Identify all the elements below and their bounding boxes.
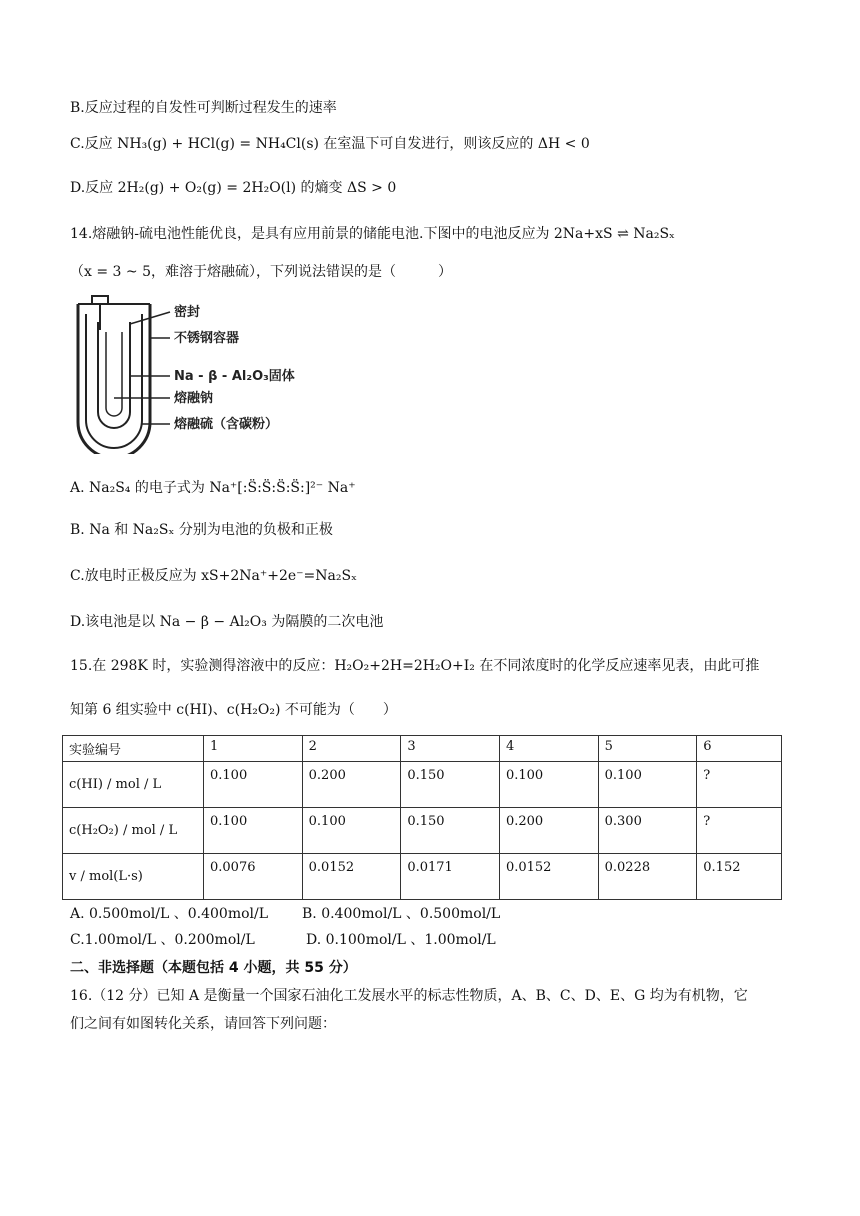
- table-cell: 0.152: [697, 854, 782, 900]
- table-header-row: [63, 736, 782, 762]
- q16-stem-line2: 们之间有如图转化关系，请回答下列问题：: [70, 1016, 336, 1032]
- seal-cap: [92, 296, 108, 304]
- sodium-tube: [106, 332, 122, 416]
- q15-option-b: B. 0.400mol/L 、0.500mol/L: [302, 906, 501, 922]
- label-container: 不锈钢容器: [174, 331, 240, 346]
- q14-option-c: C.放电时正极反应为 xS+2Na⁺+2e⁻=Na₂Sₓ: [70, 568, 357, 584]
- q15-options-ab: [70, 904, 500, 924]
- table-cell: 实验编号: [63, 736, 204, 762]
- table-cell: 0.0228: [598, 854, 697, 900]
- table-cell: 0.0152: [302, 854, 401, 900]
- table-cell: 5: [598, 736, 697, 762]
- table-cell: 0.200: [302, 762, 401, 808]
- q16-stem-line1: 16.（12 分）已知 A 是衡量一个国家石油化工发展水平的标志性物质，A、B、C、D、E、G 均为有机物，它: [70, 988, 748, 1004]
- table-cell: 0.200: [499, 808, 598, 854]
- table-cell: 0.150: [401, 762, 500, 808]
- q14-option-a: A. Na₂S₄ 的电子式为 Na⁺[:S̈:S̈:S̈:S̈:]²⁻ Na⁺: [70, 480, 356, 496]
- table-cell: 0.100: [598, 762, 697, 808]
- table-cell: c(HI) / mol / L: [63, 762, 204, 808]
- section-heading: 二、非选择题（本题包括 4 小题，共 55 分）: [70, 960, 357, 976]
- q13-option-b: B.反应过程的自发性可判断过程发生的速率: [70, 100, 337, 116]
- q15-option-a: A. 0.500mol/L 、0.400mol/L: [70, 906, 269, 922]
- table-cell: 0.150: [401, 808, 500, 854]
- table-cell: 0.0152: [499, 854, 598, 900]
- label-solid: Na - β - Al₂O₃固体: [174, 369, 295, 384]
- table-cell: ?: [697, 762, 782, 808]
- table-cell: 4: [499, 736, 598, 762]
- beta-tube: [98, 322, 130, 428]
- label-seal: 密封: [174, 305, 201, 320]
- q14-option-b: B. Na 和 Na₂Sₓ 分别为电池的负极和正极: [70, 522, 333, 538]
- q15-stem-line2: 知第 6 组实验中 c(HI)、c(H₂O₂) 不可能为（ ）: [70, 702, 397, 718]
- battery-diagram: [70, 294, 330, 454]
- table-cell: 0.100: [499, 762, 598, 808]
- table-row: [63, 808, 782, 854]
- table-cell: 0.300: [598, 808, 697, 854]
- table-cell: 0.0076: [204, 854, 303, 900]
- table-cell: 1: [204, 736, 303, 762]
- rate-table: [62, 735, 782, 900]
- q15-stem-line1: 15.在 298K 时，实验测得溶液中的反应：H₂O₂+2H=2H₂O+I₂ 在不同浓度时的化学反应速率见表，由此可推: [70, 658, 760, 674]
- q15-option-d: D. 0.100mol/L 、1.00mol/L: [306, 932, 496, 948]
- label-sodium: 熔融钠: [174, 391, 214, 406]
- table-cell: 0.0171: [401, 854, 500, 900]
- table-cell: 0.100: [204, 808, 303, 854]
- q13-option-c: C.反应 NH₃(g) + HCl(g) = NH₄Cl(s) 在室温下可自发进行，则该反应的 ΔH < 0: [70, 136, 590, 152]
- table-cell: v / mol(L·s): [63, 854, 204, 900]
- table-cell: 3: [401, 736, 500, 762]
- table-cell: 0.100: [204, 762, 303, 808]
- table-cell: 2: [302, 736, 401, 762]
- table-cell: 0.100: [302, 808, 401, 854]
- q13-option-d: D.反应 2H₂(g) + O₂(g) = 2H₂O(l) 的熵变 ΔS > 0: [70, 180, 397, 196]
- q15-options-cd: [70, 930, 496, 950]
- table-row: [63, 854, 782, 900]
- table-cell: 6: [697, 736, 782, 762]
- q14-stem-line2: （x = 3 ~ 5，难溶于熔融硫），下列说法错误的是（ ）: [70, 264, 452, 280]
- q14-option-d: D.该电池是以 Na − β − Al₂O₃ 为隔膜的二次电池: [70, 614, 384, 630]
- table-cell: c(H₂O₂) / mol / L: [63, 808, 204, 854]
- q15-option-c: C.1.00mol/L 、0.200mol/L: [70, 932, 255, 948]
- label-sulfur: 熔融硫（含碳粉）: [174, 417, 279, 432]
- table-cell: ?: [697, 808, 782, 854]
- table-row: [63, 762, 782, 808]
- q14-stem-line1: 14.熔融钠-硫电池性能优良，是具有应用前景的储能电池.下图中的电池反应为 2Na+xS ⇌ Na₂Sₓ: [70, 226, 675, 242]
